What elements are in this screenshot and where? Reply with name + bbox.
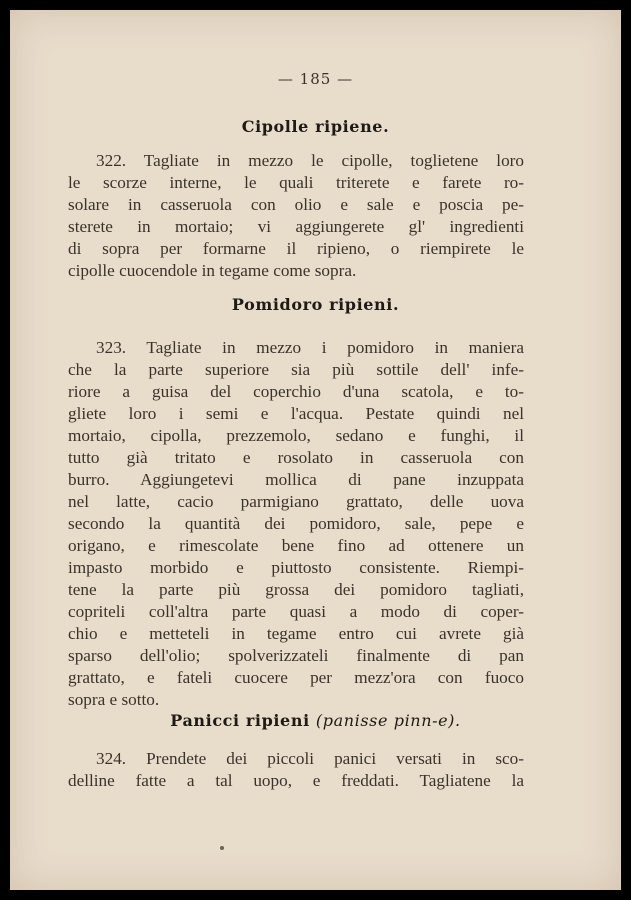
section-title-text: Pomidoro ripieni. — [231, 295, 400, 314]
text-line: solare in casseruola con olio e sale e poscia pe- — [68, 195, 524, 214]
text-line: 323. Tagliate in mezzo i pomidoro in maniera — [96, 338, 524, 357]
section-title-panicci — [10, 711, 621, 730]
text-line: burro. Aggiungetevi mollica di pane inzuppata — [68, 470, 524, 489]
text-line: gliete loro i semi e l'acqua. Pestate quindi nel — [68, 404, 524, 423]
text-line: 322. Tagliate in mezzo le cipolle, toglietene loro — [96, 151, 524, 170]
section-title-pomidoro — [10, 295, 621, 314]
book-page — [10, 10, 621, 890]
paragraph-324 — [68, 748, 524, 792]
ink-speck — [220, 846, 224, 850]
text-line: origano, e rimescolate bene fino ad ottenere un — [68, 536, 524, 555]
text-line: che la parte superiore sia più sottile dell' infe- — [68, 360, 524, 379]
paragraph-322 — [68, 150, 524, 282]
text-line: le scorze interne, le quali triterete e farete ro- — [68, 173, 524, 192]
page-number: — 185 — — [277, 70, 354, 88]
section-title-dialect: (panisse pinn-e). — [315, 711, 461, 730]
text-line: sparso dell'olio; spolverizzateli finalmente di pan — [68, 646, 524, 665]
text-line: riore a guisa del coperchio d'una scatola, e to- — [68, 382, 524, 401]
text-line: mortaio, cipolla, prezzemolo, sedano e funghi, il — [68, 426, 524, 445]
text-line: chio e metteteli in tegame entro cui avrete già — [68, 624, 524, 643]
section-title-text: Panicci ripieni — [170, 711, 310, 730]
text-line: tutto già tritato e rosolato in casseruola con — [68, 448, 524, 467]
text-line: tene la parte più grossa dei pomidoro tagliati, — [68, 580, 524, 599]
text-line: di sopra per formarne il ripieno, o riempirete le — [68, 239, 524, 258]
text-line: 324. Prendete dei piccoli panici versati in sco- — [96, 749, 524, 768]
text-line: grattato, e fateli cuocere per mezz'ora con fuoco — [68, 668, 524, 687]
section-title-cipolle — [10, 117, 621, 136]
text-line: impasto morbido e piuttosto consistente. Riempi- — [68, 558, 524, 577]
text-line: delline fatte a tal uopo, e freddati. Tagliatene la — [68, 771, 524, 790]
section-title-text: Cipolle ripiene. — [241, 117, 390, 136]
text-line: copriteli coll'altra parte quasi a modo di coper- — [68, 602, 524, 621]
text-line: secondo la quantità dei pomidoro, sale, pepe e — [68, 514, 524, 533]
text-line: sopra e sotto. — [68, 690, 160, 709]
text-line: sterete in mortaio; vi aggiungerete gl' ingredienti — [68, 217, 524, 236]
text-line: cipolle cuocendole in tegame come sopra. — [68, 261, 357, 280]
text-line: nel latte, cacio parmigiano grattato, delle uova — [68, 492, 524, 511]
paragraph-323 — [68, 337, 524, 711]
